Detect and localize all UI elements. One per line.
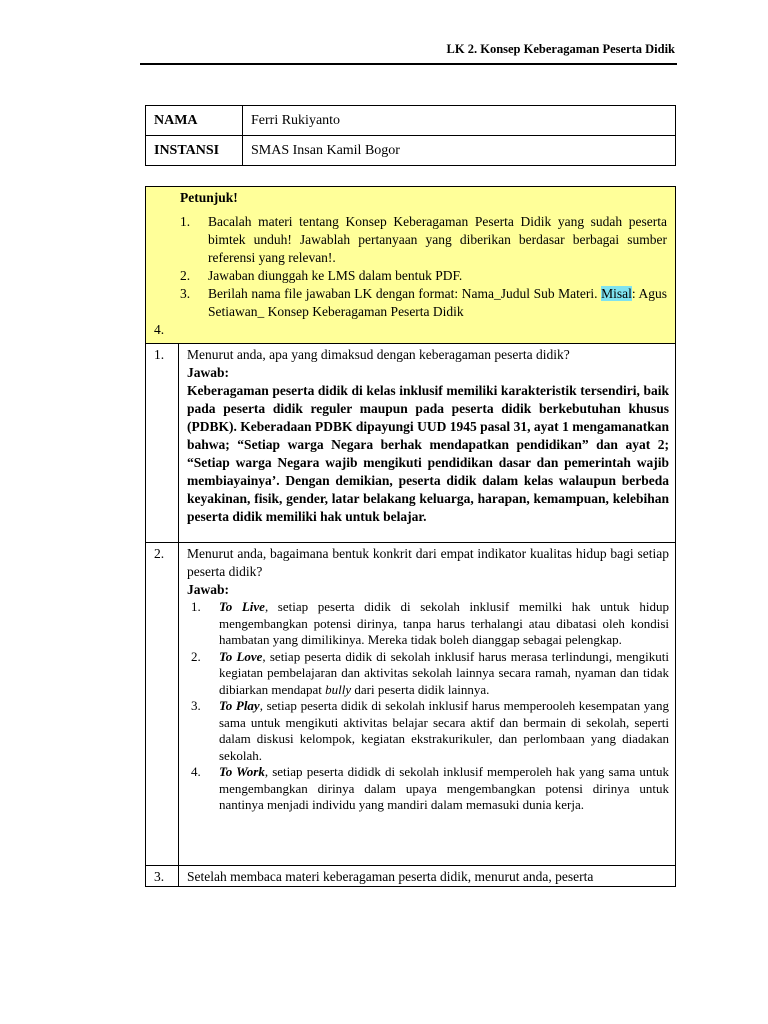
answer-item-term: To Love bbox=[219, 648, 263, 664]
question-number: 2. bbox=[146, 543, 179, 866]
instruction-number: 2. bbox=[180, 268, 191, 283]
instructions-list bbox=[154, 213, 667, 321]
answer-list bbox=[187, 599, 669, 814]
answer-item-number: 3. bbox=[191, 698, 201, 713]
answer-item-text: , setiap peserta didik di sekolah inklusif harus merasa terlindungi, mengikuti kegiatan pembelajaran dan aktivitas sekolah lainnya secara ramah, nyaman dan tidak dibiarkan mendapat bbox=[219, 648, 669, 697]
answer-list-item bbox=[187, 764, 669, 814]
answer-label: Jawab: bbox=[187, 582, 230, 597]
answer-item-italic: bully bbox=[325, 681, 352, 697]
worksheet-table bbox=[145, 186, 676, 887]
instructions-cell bbox=[146, 187, 676, 344]
instruction-item bbox=[154, 213, 667, 267]
name-label: NAMA bbox=[146, 106, 243, 136]
stray-list-number: 4. bbox=[154, 322, 165, 337]
question-text: Setelah membaca materi keberagaman peserta didik, menurut anda, peserta bbox=[187, 869, 594, 884]
answer-item-text: , setiap peserta dididk di sekolah inklusif memperoleh hak yang sama untuk mengembangkan dirinya dalam upaya mengembangkan potensi dirinya untuk nantinya menjadi individu yang mandiri dalam memasuki dunia kerja. bbox=[219, 764, 669, 812]
answer-item-term: To Live bbox=[219, 599, 265, 614]
instructions-row bbox=[146, 187, 676, 344]
name-value: Ferri Rukiyanto bbox=[243, 106, 676, 136]
answer-item-number: 2. bbox=[191, 648, 201, 664]
instruction-item bbox=[154, 285, 667, 321]
answer-item-body bbox=[219, 764, 669, 814]
question-cell bbox=[179, 344, 676, 543]
instruction-text-block bbox=[208, 285, 667, 321]
instructions-heading: Petunjuk! bbox=[180, 190, 238, 205]
question-number: 3. bbox=[146, 866, 179, 887]
institution-value: SMAS Insan Kamil Bogor bbox=[243, 136, 676, 166]
instruction-example: : Agus Setiawan_ Konsep Keberagaman Peserta Didik bbox=[208, 286, 668, 319]
answer-item-number: 1. bbox=[191, 599, 201, 614]
instruction-number: 1. bbox=[180, 214, 191, 229]
question-row-3 bbox=[146, 866, 676, 887]
identity-row-name bbox=[146, 106, 676, 136]
question-row-2 bbox=[146, 543, 676, 866]
instruction-text: Bacalah materi tentang Konsep Keberagaman Peserta Didik yang sudah peserta bimtek unduh! Jawablah pertanyaan yang diberikan berdasar berbagai sumber referensi yang relevan!. bbox=[208, 214, 667, 265]
institution-label: INSTANSI bbox=[146, 136, 243, 166]
answer-item-text: , setiap peserta didik di sekolah inklusif memilki hak untuk hidup mengembangkan potensi dirinya, tanpa harus terhalangi atau dibatasi oleh kondisi hambatan yang dimilikinya. Mereka tidak boleh dianggap sebagai pelengkap. bbox=[219, 599, 669, 647]
answer-item-text: , setiap peserta didik di sekolah inklusif harus memperooleh kesempatan yang sama untuk mengikuti aktivitas belajar secara aktif dan bermain di sekolah, seperti dalam diskusi kelompok, kegiatan ekstrakurikuler, dan perlombaan yang diadakan sekolah. bbox=[219, 698, 670, 763]
question-cell bbox=[179, 543, 676, 866]
header-rule bbox=[140, 63, 677, 65]
answer-item-text-after: dari peserta didik lainnya. bbox=[351, 681, 490, 697]
answer-list-item bbox=[187, 599, 669, 649]
answer-list-item bbox=[187, 649, 669, 699]
question-text: Menurut anda, bagaimana bentuk konkrit dari empat indikator kualitas hidup bagi setiap peserta didik? bbox=[187, 546, 669, 579]
identity-row-institution bbox=[146, 136, 676, 166]
identity-table bbox=[145, 105, 676, 166]
answer-text: Keberagaman peserta didik di kelas inklusif memiliki karakteristik tersendiri, baik pada peserta didik reguler maupun pada peserta didik berkebutuhan khusus (PDBK). Keberadaan PDBK dipayungi UUD 1945 pasal 31, ayat 1 mengamanatkan bahwa; “Setiap warga Negara berhak mendapatkan pendidikan” dan ayat 2; “Setiap warga Negara wajib mengikuti pendidikan dasar dan pemerintah wajib membiayainya’. Dengan demikian, peserta didik dalam kelas walaupun berbeda keyakinan, fisik, gender, latar belakang keluarga, harapan, kemampuan, kelebihan peserta didik memiliki hak untuk belajar. bbox=[187, 383, 669, 524]
question-text: Menurut anda, apa yang dimaksud dengan keberagaman peserta didik? bbox=[187, 347, 570, 362]
highlighted-word: Misal bbox=[601, 286, 632, 301]
question-number: 1. bbox=[146, 344, 179, 543]
instruction-number: 3. bbox=[180, 286, 191, 301]
answer-list-item bbox=[187, 698, 669, 764]
answer-label: Jawab: bbox=[187, 365, 230, 380]
question-cell bbox=[179, 866, 676, 887]
answer-item-number: 4. bbox=[191, 764, 201, 779]
question-row-1 bbox=[146, 344, 676, 543]
instruction-item bbox=[154, 267, 667, 285]
answer-item-term: To Play bbox=[219, 698, 260, 713]
answer-item-body bbox=[219, 649, 669, 699]
answer-item-term: To Work bbox=[219, 764, 265, 779]
answer-item-body bbox=[219, 698, 669, 764]
document-header-title: LK 2. Konsep Keberagaman Peserta Didik bbox=[446, 42, 675, 56]
answer-item-body bbox=[219, 599, 669, 649]
instruction-text: Berilah nama file jawaban LK dengan format: Nama_Judul Sub Materi. bbox=[208, 286, 598, 301]
instruction-text: Jawaban diunggah ke LMS dalam bentuk PDF. bbox=[208, 268, 463, 283]
